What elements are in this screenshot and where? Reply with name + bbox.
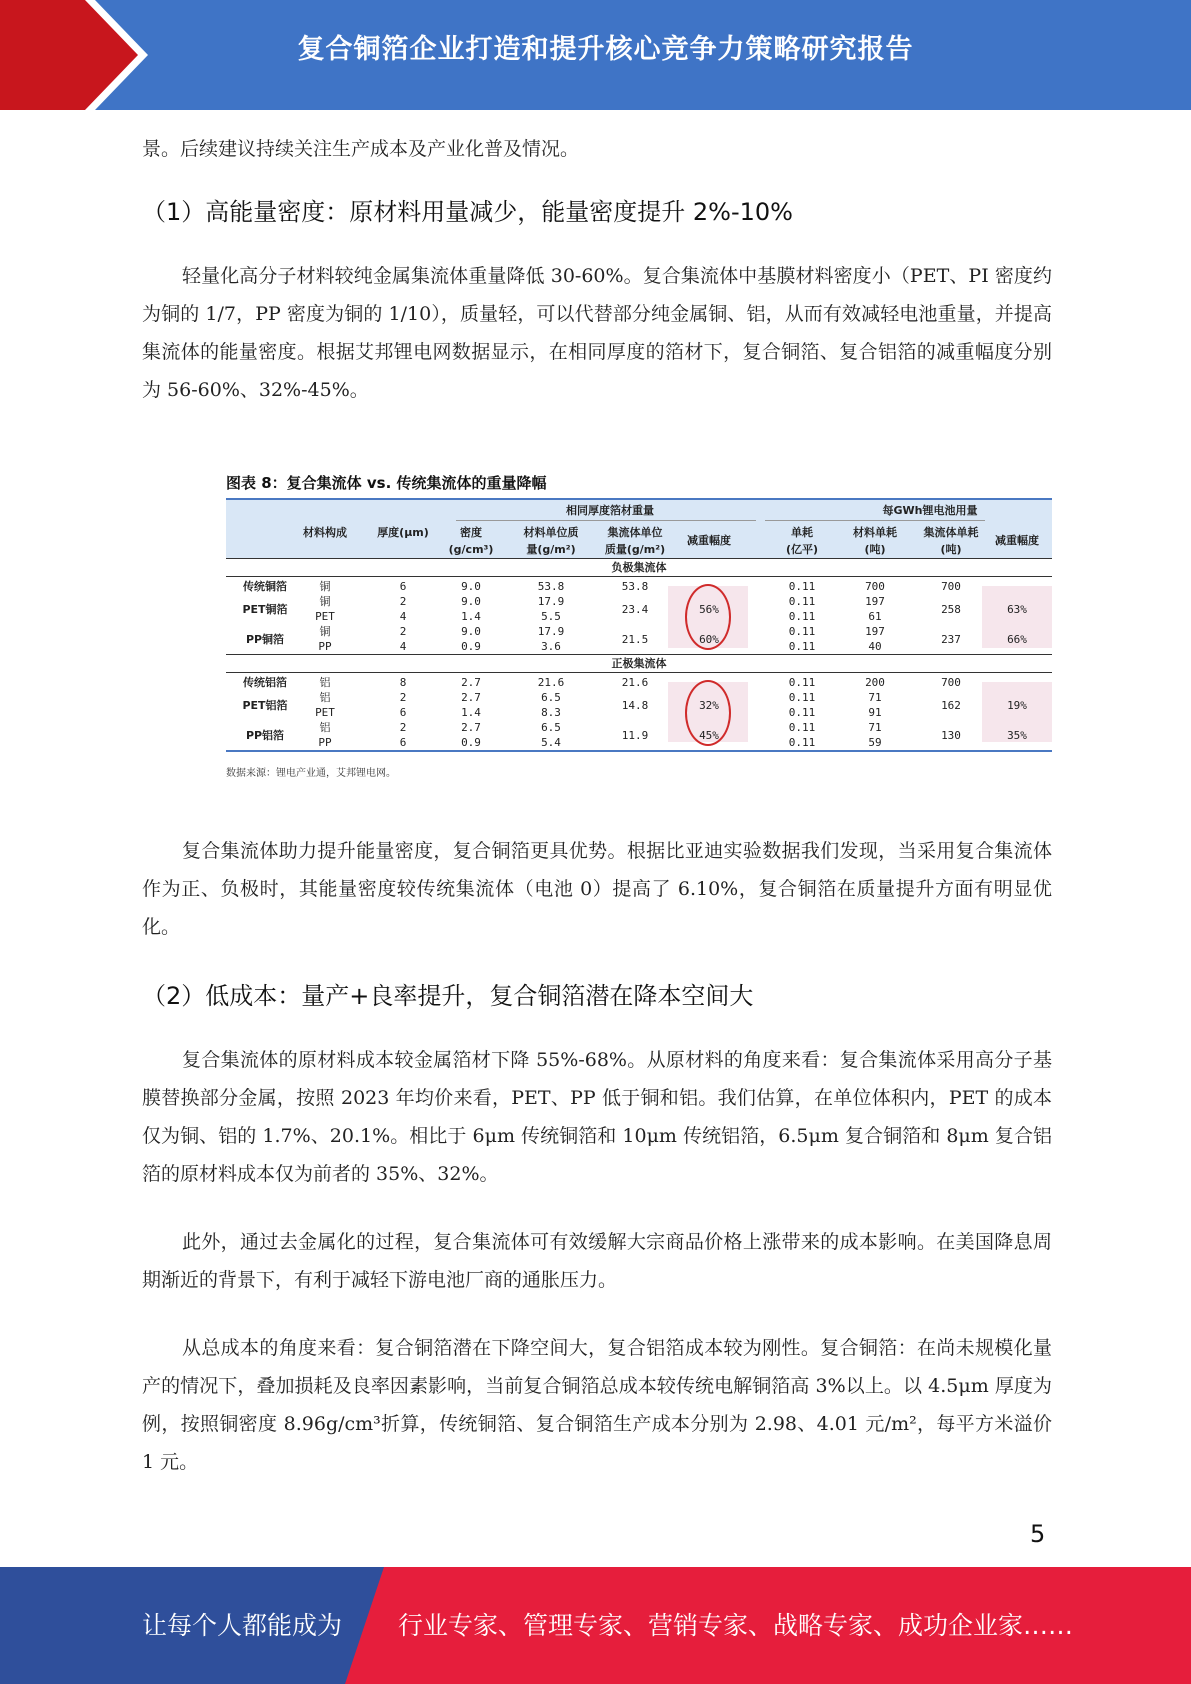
header-material: 材料构成 (303, 526, 347, 539)
table-cell-mat: 铜 (319, 580, 331, 593)
paragraph-material-cost: 复合集流体的原材料成本较金属箔材下降 55%-68%。从原材料的角度来看：复合集流体采用高分子基膜替换部分金属，按照 2023 年均价来看，PET、PP 低于铜和铝。我们估算，在单位体积内，PET 的成本仅为铜、铝的 1.7%、20.1%。相比于 6μm 传统铜箔和 10μm 传统铝箔，6.5μm 复合铜箔和 8μm 复合铝箔的原材料成本仅为前者的 35%、32%。 (142, 1049, 1052, 1185)
table-cell-thk: 2 (399, 595, 407, 608)
header-material-unit: 材料单耗 (吨) (853, 526, 897, 556)
table-cell-uc: 0.11 (788, 676, 816, 689)
section-positive-collector: 正极集流体 (611, 657, 667, 670)
table-row-name: PET铜箔 (242, 602, 288, 616)
table-cell-thk: 2 (399, 721, 407, 734)
table-cell-mu: 59 (868, 736, 882, 749)
table-cell-uc: 0.11 (788, 640, 816, 653)
table-cell-collector-unit: 237 (941, 632, 961, 646)
section-heading-low-cost: （2）低成本：量产+良率提升，复合铜箔潜在降本空间大 (142, 982, 754, 1010)
table-row-name: PET铝箔 (242, 698, 288, 712)
header-reduction: 减重幅度 (687, 534, 731, 547)
table-cell-den: 9.0 (461, 625, 481, 638)
group-rule-1 (456, 520, 756, 521)
table-cell-reduction: 60% (699, 632, 719, 646)
table-cell-reduction-2: 63% (1007, 602, 1027, 616)
table-cell-collector-mass: 21.6 (621, 676, 649, 689)
page-footer (0, 1567, 1191, 1684)
table-cell-mu: 71 (868, 691, 882, 704)
header-thickness: 厚度(μm) (377, 526, 429, 539)
section-negative-collector: 负极集流体 (611, 561, 667, 574)
table-cell-reduction: 32% (699, 698, 719, 712)
section-rule-pos (226, 672, 1052, 673)
table-cell-uc: 0.11 (788, 736, 816, 749)
table-cell-mu: 71 (868, 721, 882, 734)
table-cell-mu: 200 (865, 676, 885, 689)
figure-caption: 图表 8：复合集流体 vs. 传统集流体的重量降幅 (226, 474, 547, 492)
paragraph-energy-density: 复合集流体助力提升能量密度，复合铜箔更具优势。根据比亚迪实验数据我们发现，当采用复合集流体作为正、负极时，其能量密度较传统集流体（电池 0）提高了 6.10%，复合铜箔在质量提升方面有明显优化。 (142, 840, 1052, 938)
footer-slogan-left: 让每个人都能成为 (142, 1611, 343, 1640)
table-cell-mat: PET (315, 610, 335, 623)
page-content (142, 130, 1052, 409)
table-cell-mat: 铜 (319, 625, 331, 638)
table-cell-den: 9.0 (461, 595, 481, 608)
table-cell-reduction: 45% (699, 728, 719, 742)
table-cell-den: 2.7 (461, 676, 481, 689)
header-unit-consumption: 单耗 (亿平) (785, 526, 819, 556)
table-cell-den: 2.7 (461, 691, 481, 704)
table-cell-reduction-2: 35% (1007, 728, 1027, 742)
header-collector-unit: 集流体单耗 (吨) (923, 526, 979, 556)
footer-slogan-right: 行业专家、管理专家、营销专家、战略专家、成功企业家…… (398, 1611, 1074, 1640)
table-cell-collector-mass: 14.8 (621, 698, 649, 712)
table-row-name: PP铜箔 (245, 632, 285, 646)
table-cell-collector-unit: 258 (941, 602, 961, 616)
table-cell-uc: 0.11 (788, 706, 816, 719)
table-cell-mu: 197 (865, 595, 885, 608)
table-cell-den: 9.0 (461, 580, 481, 593)
table-cell-uc: 0.11 (788, 625, 816, 638)
table-cell-den: 2.7 (461, 721, 481, 734)
table-cell-reduction: 56% (699, 602, 719, 616)
table-cell-uc: 0.11 (788, 610, 816, 623)
table-cell-reduction-2: 66% (1007, 632, 1027, 646)
table-cell-collector-unit: 700 (941, 580, 961, 593)
table-cell-um: 8.3 (541, 706, 561, 719)
table-cell-um: 6.5 (541, 721, 561, 734)
table-cell-mat: PET (315, 706, 335, 719)
table-cell-uc: 0.11 (788, 721, 816, 734)
header-reduction-2: 减重幅度 (995, 534, 1039, 547)
table-row-name: PP铝箔 (245, 728, 285, 742)
table-cell-den: 1.4 (461, 610, 481, 623)
table-cell-mat: 铝 (319, 721, 331, 734)
table-cell-um: 17.9 (537, 595, 565, 608)
table-cell-den: 0.9 (461, 736, 481, 749)
table-cell-mat: 铜 (319, 595, 331, 608)
report-title: 复合铜箔企业打造和提升核心竞争力策略研究报告 (297, 34, 914, 65)
table-cell-collector-unit: 130 (941, 728, 961, 742)
table-cell-um: 6.5 (541, 691, 561, 704)
table-cell-den: 1.4 (461, 706, 481, 719)
page-content-lower (142, 832, 1052, 1481)
table-cell-thk: 2 (399, 625, 407, 638)
table-cell-mu: 91 (868, 706, 882, 719)
table-cell-uc: 0.11 (788, 580, 816, 593)
header-density: 密度 (g/cm³) (448, 526, 494, 556)
table-cell-collector-mass: 11.9 (621, 728, 649, 742)
table-cell-um: 5.5 (541, 610, 561, 623)
table-cell-uc: 0.11 (788, 691, 816, 704)
section-heading-energy-density: （1）高能量密度：原材料用量减少，能量密度提升 2%-10% (142, 198, 793, 226)
table-cell-thk: 8 (399, 676, 407, 689)
table-row-name: 传统铝箔 (243, 676, 287, 689)
table-cell-thk: 6 (399, 580, 407, 593)
table-cell-mat: PP (318, 640, 332, 653)
table-cell-mu: 197 (865, 625, 885, 638)
table-cell-um: 21.6 (537, 676, 565, 689)
table-row-name: 传统铜箔 (243, 580, 287, 593)
table-cell-collector-mass: 23.4 (621, 602, 649, 616)
table-cell-mat: 铝 (319, 691, 331, 704)
figure-source: 数据来源：锂电产业通，艾邦锂电网。 (226, 768, 396, 779)
table-cell-mu: 61 (868, 610, 882, 623)
table-cell-thk: 6 (399, 736, 407, 749)
paragraph-total-cost: 从总成本的角度来看：复合铜箔潜在下降空间大，复合铝箔成本较为刚性。复合铜箔：在尚未规模化量产的情况下，叠加损耗及良率因素影响，当前复合铜箔总成本较传统电解铜箔高 3%以上。以 4.5μm 厚度为例，按照铜密度 8.96g/cm³折算，传统铜箔、复合铜箔生产成本分别为 2.98、4.01 元/m²，每平方米溢价 1 元。 (142, 1337, 1052, 1473)
paragraph-demetallization: 此外，通过去金属化的过程，复合集流体可有效缓解大宗商品价格上涨带来的成本影响。在美国降息周期渐近的背景下，有利于减轻下游电池厂商的通胀压力。 (142, 1231, 1052, 1291)
table-cell-um: 17.9 (537, 625, 565, 638)
table-cell-thk: 6 (399, 706, 407, 719)
header-collector-mass: 集流体单位 质量(g/m²) (604, 526, 666, 556)
page-number: 5 (1030, 1520, 1046, 1548)
table-bottom-rule (226, 750, 1052, 752)
table-cell-thk: 4 (399, 640, 407, 653)
group-header-per-gwh: 每GWh锂电池用量 (882, 504, 978, 517)
table-cell-collector-mass: 21.5 (621, 632, 649, 646)
section-rule-neg (226, 576, 1052, 577)
paragraph-lightweight: 轻量化高分子材料较纯金属集流体重量降低 30-60%。复合集流体中基膜材料密度小（PET、PI 密度约为铜的 1/7，PP 密度为铜的 1/10），质量轻，可以代替部分纯金属铜、铝，从而有效减轻电池重量，并提高集流体的能量密度。根据艾邦锂电网数据显示，在相同厚度的箔材下，复合铜箔、复合铝箔的减重幅度分别为 56-60%、32%-45%。 (142, 265, 1052, 401)
table-cell-uc: 0.11 (788, 595, 816, 608)
group-rule-2 (765, 520, 985, 521)
table-cell-mat: PP (318, 736, 332, 749)
table-cell-mu: 700 (865, 580, 885, 593)
table-cell-um: 53.8 (537, 580, 565, 593)
page-header (0, 0, 1191, 110)
table-cell-den: 0.9 (461, 640, 481, 653)
group-header-same-thickness: 相同厚度箔材重量 (566, 504, 654, 517)
table-cell-thk: 2 (399, 691, 407, 704)
table-cell-mat: 铝 (319, 676, 331, 689)
table-cell-um: 3.6 (541, 640, 561, 653)
weight-reduction-table-figure (220, 462, 1052, 780)
table-cell-collector-mass: 53.8 (621, 580, 649, 593)
table-cell-collector-unit: 700 (941, 676, 961, 689)
table-cell-mu: 40 (868, 640, 882, 653)
table-cell-reduction-2: 19% (1007, 698, 1027, 712)
paragraph-continued: 景。后续建议持续关注生产成本及产业化普及情况。 (142, 138, 580, 160)
table-cell-um: 5.4 (541, 736, 561, 749)
table-cell-thk: 4 (399, 610, 407, 623)
table-cell-collector-unit: 162 (941, 698, 961, 712)
header-unit-mass: 材料单位质 量(g/m²) (523, 526, 579, 556)
